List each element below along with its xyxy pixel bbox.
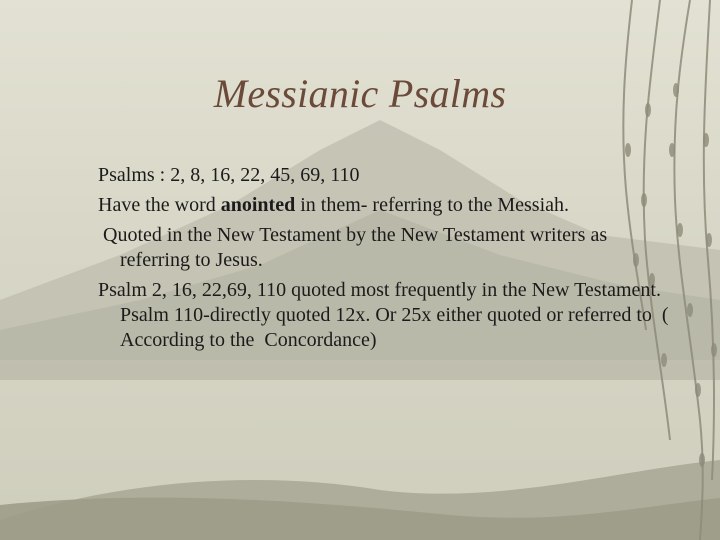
bullet-emphasis: anointed (220, 194, 296, 216)
bullet-list (98, 163, 678, 358)
bullet-text: Psalms : 2, 8, 16, 22, 45, 69, 110 (98, 164, 360, 186)
slide-title: Messianic Psalms (213, 71, 507, 116)
bullet-subitem (98, 303, 678, 353)
bullet-item (98, 278, 678, 303)
bullet-text: Quoted in the New Testament by the New Testament writers as referring to Jesus. (98, 224, 613, 271)
bullet-item (98, 223, 678, 273)
bullet-text: Psalm 110-directly quoted 12x. Or 25x either quoted or referred to ( According to the Concordance) (120, 304, 673, 351)
bullet-item (98, 163, 678, 188)
bullet-text: Psalm 2, 16, 22,69, 110 quoted most frequently in the New Testament. (98, 279, 661, 301)
bullet-text: Have the word (98, 194, 221, 216)
bullet-text: in them- referring to the Messiah. (295, 194, 570, 216)
bullet-item (98, 193, 678, 218)
